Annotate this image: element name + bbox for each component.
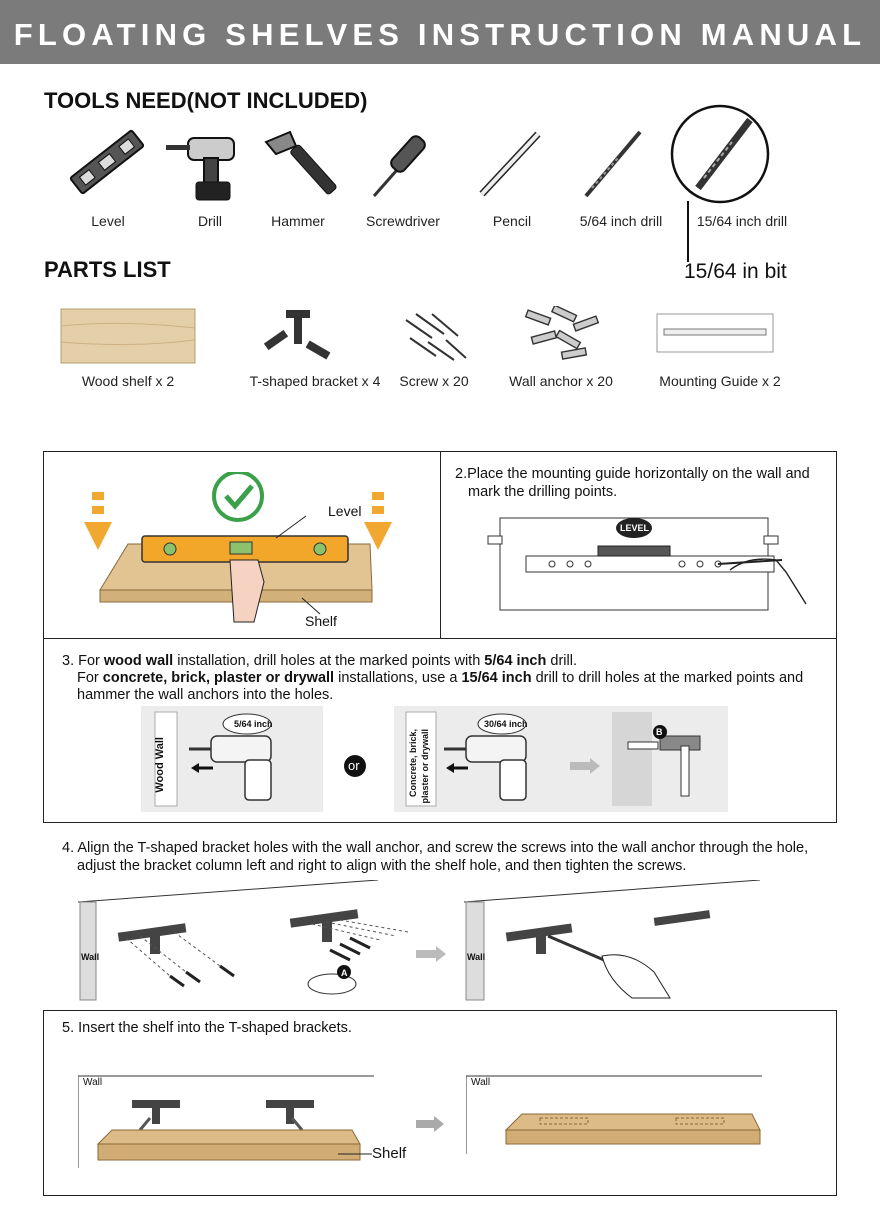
tool-label: 15/64 inch drill xyxy=(696,213,788,229)
step5-text: 5. Insert the shelf into the T-shaped brackets. xyxy=(62,1020,352,1036)
parts-heading: PARTS LIST xyxy=(44,257,171,282)
step3-text-1: 3. For wood wall installation, drill holes at the marked points with 5/64 inch drill. xyxy=(62,653,577,669)
level-label: Level xyxy=(328,503,362,519)
wood-shelf-image xyxy=(60,308,196,364)
tool-label: Hammer xyxy=(271,213,325,229)
wall-anchors-image xyxy=(522,306,602,364)
step3-text-2: For concrete, brick, plaster or drywall installations, use a 15/64 inch drill to drill holes at the marked points and xyxy=(77,670,804,686)
screws-image xyxy=(402,308,470,364)
bit-callout-label: 15/64 in bit xyxy=(684,260,787,283)
tool-label: Drill xyxy=(197,213,223,229)
hammer-tool-icon xyxy=(262,128,338,202)
part-label: Screw x 20 xyxy=(399,373,469,389)
level-badge: LEVEL xyxy=(620,523,650,533)
level-tool-icon xyxy=(66,122,148,202)
step4-text-1: 4. Align the T-shaped bracket holes with the wall anchor, and screw the screws into the wall anchor through the hole, xyxy=(62,840,809,856)
step1-illustration xyxy=(80,472,400,638)
wall-label: Wall xyxy=(81,952,100,962)
drill-size-bubble: 30/64 inch xyxy=(484,719,528,729)
manual-title: FLOATING SHELVES INSTRUCTION MANUAL xyxy=(0,0,880,64)
step2-text-1: 2.Place the mounting guide horizontally on the wall and xyxy=(455,466,810,482)
drill-tool-icon xyxy=(164,128,242,204)
step-divider xyxy=(440,451,441,639)
part-label: Wall anchor x 20 xyxy=(509,373,613,389)
concrete-wall-label: Concrete, brick, xyxy=(408,729,418,798)
step2-text-2: mark the drilling points. xyxy=(468,484,618,500)
arrow-right-icon xyxy=(416,1116,444,1132)
tool-label: Level xyxy=(91,213,125,229)
tool-label: 5/64 inch drill xyxy=(579,213,663,229)
step3-wood-wall-illustration xyxy=(141,706,323,812)
wall-label: Wall xyxy=(83,1077,103,1088)
wood-wall-label: Wood Wall xyxy=(154,737,166,793)
step3-text-3: hammer the wall anchors into the holes. xyxy=(77,687,334,703)
wall-label: Wall xyxy=(467,952,486,962)
tools-heading: TOOLS NEED(NOT INCLUDED) xyxy=(44,88,368,113)
mounting-guide-image xyxy=(656,313,774,353)
tool-label: Screwdriver xyxy=(366,213,440,229)
step3-concrete-wall-illustration xyxy=(394,706,728,812)
marker-a: A xyxy=(341,968,348,978)
t-bracket-image xyxy=(260,306,336,366)
step4-right-illustration xyxy=(464,880,762,1002)
screwdriver-tool-icon xyxy=(368,128,440,202)
or-label: or xyxy=(348,758,360,773)
tool-label: Pencil xyxy=(492,213,532,229)
concrete-wall-label-2: plaster or drywall xyxy=(420,729,430,804)
step4-text-2: adjust the bracket column left and right to align with the shelf hole, and then tighten the screws. xyxy=(77,858,687,874)
step5-left-illustration xyxy=(78,1074,378,1168)
wall-label: Wall xyxy=(471,1077,491,1088)
drill-bit-small-icon xyxy=(580,128,646,200)
drill-size-bubble: 5/64 inch xyxy=(234,719,273,729)
shelf-label: Shelf xyxy=(305,613,337,629)
step5-right-illustration xyxy=(466,1074,766,1158)
drill-bit-large-icon xyxy=(668,102,772,264)
pencil-tool-icon xyxy=(474,128,544,200)
step2-illustration xyxy=(486,516,814,620)
part-label: Mounting Guide x 2 xyxy=(659,373,781,389)
shelf-label: Shelf xyxy=(372,1145,407,1162)
marker-b: B xyxy=(656,727,663,737)
part-label: Wood shelf x 2 xyxy=(81,373,175,389)
step4-left-illustration xyxy=(78,880,456,1002)
part-label: T-shaped bracket x 4 xyxy=(249,373,381,389)
